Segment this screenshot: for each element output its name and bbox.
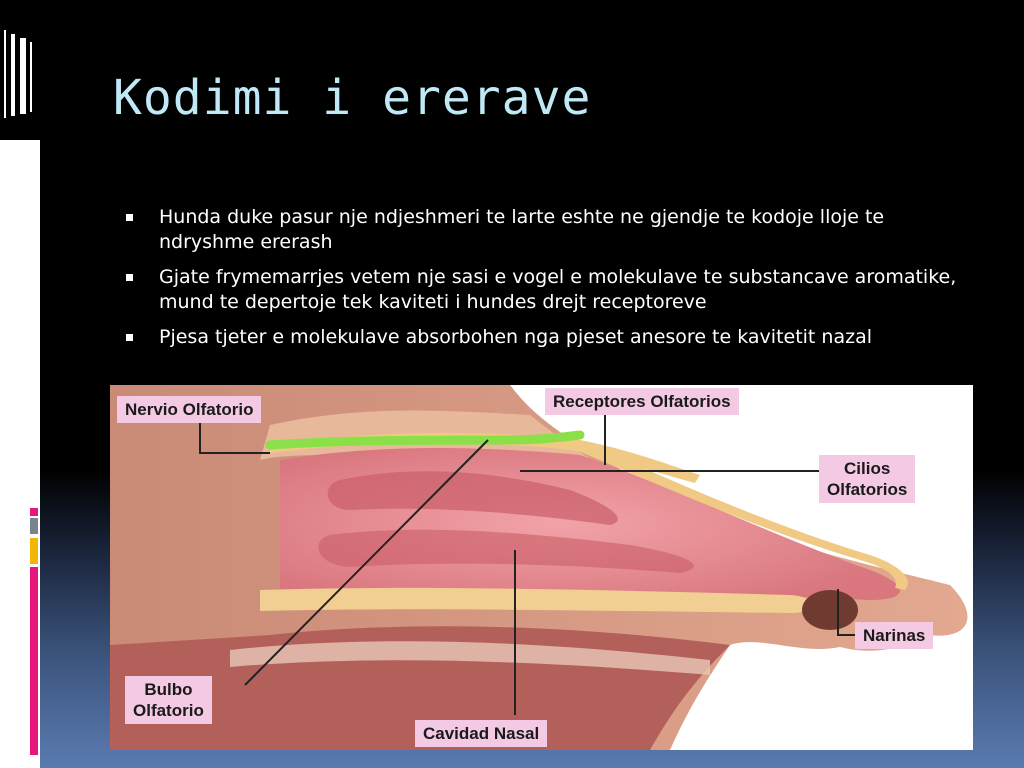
bullet-square-icon: [126, 334, 133, 341]
label-bulbo-line1: Bulbo: [144, 680, 193, 699]
label-narinas: Narinas: [855, 622, 933, 649]
bullet-list: [126, 205, 966, 360]
label-nervio-olfatorio: Nervio Olfatorio: [117, 396, 261, 423]
label-bulbo-line2: Olfatorio: [133, 701, 204, 720]
bullet-item: [126, 205, 966, 255]
left-marker-yellow: [30, 538, 38, 564]
label-receptores-olfatorios: Receptores Olfatorios: [545, 388, 739, 415]
label-cavidad-nasal: Cavidad Nasal: [415, 720, 547, 747]
slide-title: Kodimi i ererave: [113, 70, 592, 126]
nose-cross-section-illustration: [110, 385, 973, 750]
bullet-text: Hunda duke pasur nje ndjeshmeri te larte eshte ne gjendje te kodoje lloje te ndryshme ererash: [159, 206, 885, 253]
logo-bars-icon: [0, 0, 40, 140]
label-bulbo-olfatorio: [125, 676, 212, 724]
bullet-item: [126, 265, 966, 315]
left-marker-pink-top: [30, 508, 38, 516]
bullet-square-icon: [126, 274, 133, 281]
label-cilios-line2: Olfatorios: [827, 480, 908, 499]
left-marker-gray: [30, 518, 38, 534]
bullet-square-icon: [126, 214, 133, 221]
bullet-text: Gjate frymemarrjes vetem nje sasi e vogel e molekulave te substancave aromatike, mund te depertoje tek kaviteti i hundes drejt receptoreve: [159, 266, 957, 313]
label-cilios-olfatorios: [819, 455, 915, 503]
bullet-item: [126, 325, 966, 350]
label-cilios-line1: Cilios: [844, 459, 891, 478]
bullet-text: Pjesa tjeter e molekulave absorbohen nga pjeset anesore te kavitetit nazal: [159, 326, 873, 348]
nasal-anatomy-figure: [110, 385, 973, 750]
left-marker-pink-long: [30, 567, 38, 755]
